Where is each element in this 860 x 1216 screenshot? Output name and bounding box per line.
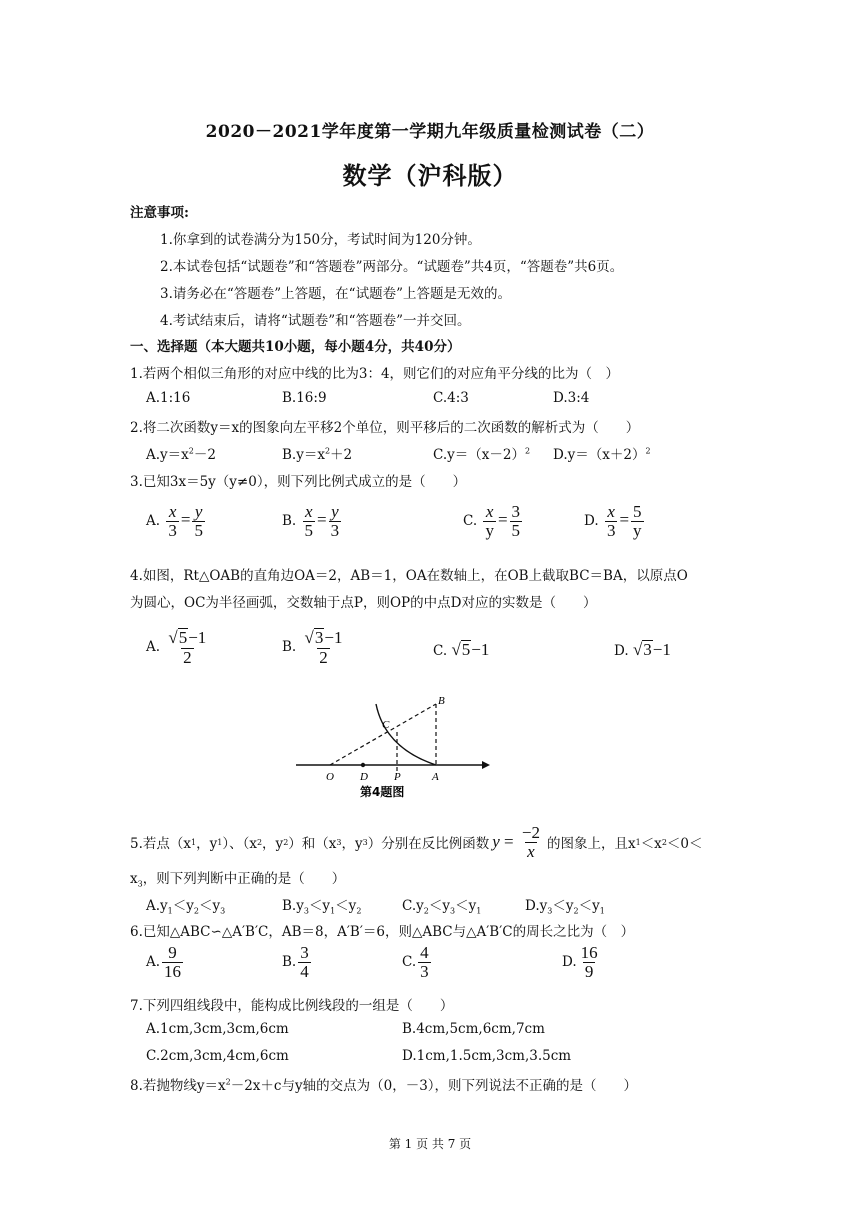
- question-stem: 5.若点（x 1 ，y 1 ）、（x 2 ，y 2 ）和（x 3 ，y 3 ）分别在反比例函数 y = $\frac{-2}{x}$ 的图象上，且x 1 ＜x 2 ＜0＜: [130, 822, 703, 861]
- axis-arrow-icon: [482, 761, 490, 769]
- option-b: B.4cm,5cm,6cm,7cm: [402, 1021, 545, 1037]
- note-item: 1.你拿到的试卷满分为150分，考试时间为120分钟。: [160, 232, 481, 248]
- question-stem: 8.若抛物线$y=x^2-2x+c$与y轴的交点为（0，－3），则下列说法不正确的是（ ）: [130, 1077, 638, 1094]
- option-c: $C.y=(x-2)^2$: [433, 446, 531, 463]
- option-a: A.1:16: [146, 390, 191, 406]
- note-item: 3.请务必在“答题卷”上答题，在“试题卷”上答题是无效的。: [160, 286, 511, 302]
- question-stem: 7.下列四组线段中，能构成比例线段的一组是（ ）: [130, 998, 454, 1014]
- note-item: 4.考试结束后，请将“试题卷”和“答题卷”一并交回。: [160, 313, 471, 329]
- option-a: $A.y=x^2-2$: [146, 446, 216, 463]
- option-a: A. $\frac{9}{16}$: [146, 943, 182, 981]
- option-d: D. √ 3 −1: [614, 640, 671, 660]
- question-stem: 6.已知△ABC∽△A′B′C，AB＝8，A′B′＝6，则△ABC与△A′B′C的周长之比为（ ）: [130, 924, 635, 940]
- option-c: C. √ 5 −1: [433, 640, 490, 660]
- label-a: A: [432, 771, 439, 783]
- label-b: B: [438, 695, 445, 707]
- option-a: A. $\frac{√5-1}{2}$: [146, 628, 207, 667]
- option-d: $D.y=(x+2)^2$: [553, 446, 651, 463]
- option-c: C. $\frac{4}{3}$: [402, 943, 429, 981]
- option-b: $B.y=x^2+2$: [282, 446, 353, 463]
- question-4-figure: [290, 692, 490, 802]
- question-stem: 3.已知3x＝5y（y≠0），则下列比例式成立的是（ ）: [130, 474, 467, 490]
- option-a: A. $\frac{x}{3}$ = $\frac{y}{5}$: [146, 502, 203, 540]
- option-d: D. $\frac{x}{3}$ = $\frac{5}{y}$: [584, 502, 642, 540]
- option-c: C.4:3: [433, 390, 469, 406]
- section-heading: 一、选择题（本大题共10小题，每小题4分，共40分）: [130, 339, 461, 355]
- option-d: D. $\frac{16}{9}$: [562, 943, 598, 981]
- question-stem: 1.若两个相似三角形的对应中线的比为3：4，则它们的对应角平分线的比为（ ）: [130, 366, 620, 382]
- option-c: C. $\frac{x}{y}$ = $\frac{3}{5}$: [463, 502, 521, 540]
- option-c: C.2cm,3cm,4cm,6cm: [146, 1048, 289, 1064]
- option-d: D.1cm,1.5cm,3cm,3.5cm: [402, 1048, 572, 1064]
- notes-heading: 注意事项:: [130, 205, 189, 221]
- option-a: $A.y_1<y_2<y_3$: [146, 898, 226, 916]
- question-stem-cont: 为圆心，OC为半径画弧，交数轴于点P，则OP的中点D对应的实数是（ ）: [130, 595, 597, 611]
- option-b: B. $\frac{√3-1}{2}$: [282, 628, 343, 667]
- question-stem: 4.如图，Rt△OAB的直角边OA＝2，AB＝1，OA在数轴上，在OB上截取BC＝BA，以原点O: [130, 568, 688, 584]
- option-d: $D.y_3<y_2<y_1$: [525, 898, 605, 916]
- segment-ob: [330, 704, 436, 765]
- option-a: A.1cm,3cm,3cm,6cm: [146, 1021, 289, 1037]
- question-stem: 2.将二次函数y＝x的图象向左平移2个单位，则平移后的二次函数的解析式为（ ）: [130, 420, 640, 436]
- page-footer: 第 1 页 共 7 页: [388, 1137, 472, 1151]
- option-b: B. $\frac{x}{5}$ = $\frac{y}{3}$: [282, 502, 340, 540]
- point-d: [361, 763, 365, 767]
- note-item: 2.本试卷包括“试题卷”和“答题卷”两部分。“试题卷”共4页，“答题卷”共6页。: [160, 259, 624, 275]
- label-d: D: [360, 771, 368, 783]
- option-b: $B.y_3<y_1<y_2$: [282, 898, 362, 916]
- label-p: P: [394, 771, 401, 783]
- figure-caption: 第4题图: [360, 785, 405, 799]
- option-b: B.16:9: [282, 390, 327, 406]
- option-b: B. $\frac{3}{4}$: [282, 943, 309, 981]
- label-c: C: [382, 719, 390, 731]
- question-stem-cont: $x_3$，则下列判断中正确的是（ ）: [130, 871, 346, 889]
- option-d: D.3:4: [553, 390, 590, 406]
- label-o: O: [326, 771, 334, 783]
- option-c: $C.y_2<y_3<y_1$: [402, 898, 482, 916]
- arc-cp: [376, 704, 436, 765]
- subject-title: 数学（沪科版）: [342, 161, 518, 190]
- exam-title: 2020－2021学年度第一学期九年级质量检测试卷（二）: [205, 122, 655, 142]
